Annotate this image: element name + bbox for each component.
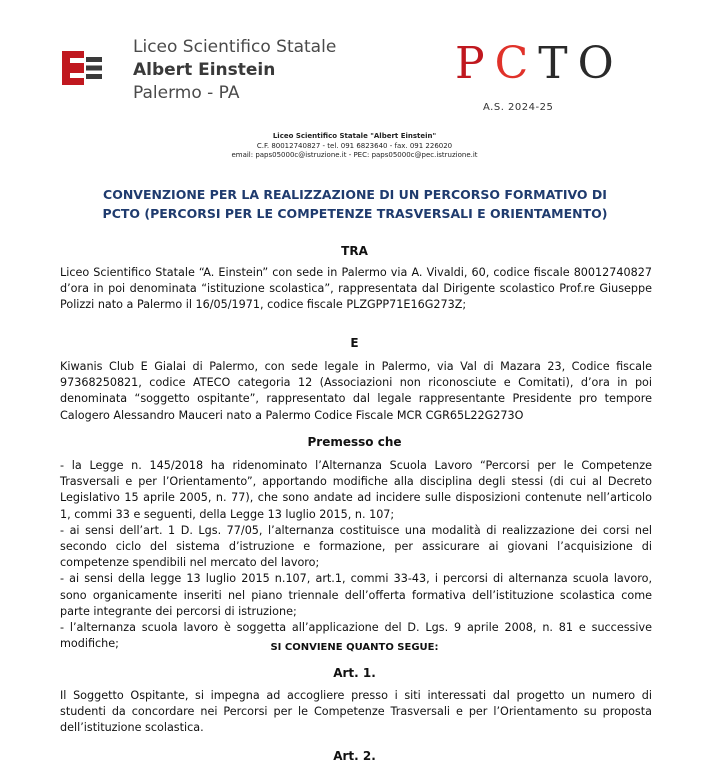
school-logo-icon xyxy=(62,51,102,85)
pcto-letter-p: P xyxy=(455,38,495,89)
document-title-line1: CONVENZIONE PER LA REALIZZAZIONE DI UN PERCORSO FORMATIVO DI xyxy=(103,187,607,202)
heading-tra: TRA xyxy=(341,244,368,258)
school-name-line3: Palermo - PA xyxy=(133,83,240,103)
party2-paragraph xyxy=(60,359,652,424)
pcto-letter-c: C xyxy=(494,38,539,89)
article-1-paragraph xyxy=(60,688,652,737)
document-title-line2: PCTO (PERCORSI PER LE COMPETENZE TRASVERSALI E ORIENTAMENTO) xyxy=(102,206,608,221)
pcto-letter-t: T xyxy=(538,38,578,89)
pcto-letter-o: O xyxy=(577,38,624,89)
school-name-line1: Liceo Scientifico Statale xyxy=(133,37,337,57)
article-1-title: Art. 1. xyxy=(333,666,376,680)
premises-list xyxy=(60,458,652,652)
premise-item: - la Legge n. 145/2018 ha ridenominato l’Alternanza Scuola Lavoro “Percorsi per le Competenze Trasversali e per l’Orientamento”, apportando modifiche alla disciplina degli stessi (di cui al Decreto Legislativo 15 aprile 2005, n. 77), che sono andate ad incidere sulle disposizioni contenute nell’articolo 1, commi 33 e seguenti, della Legge 13 luglio 2015, n. 107; xyxy=(60,459,652,521)
premise-item: - ai sensi della legge 13 luglio 2015 n.107, art.1, commi 33-43, i percorsi di alternanza scuola lavoro, sono organicamente inseriti nel piano triennale dell’offerta formativa dell’istituzione scolastica come parte integrante dei percorsi di istruzione; xyxy=(60,572,652,618)
pcto-logo xyxy=(455,38,624,89)
heading-premesso: Premesso che xyxy=(307,435,402,449)
heading-e: E xyxy=(350,336,359,350)
contact-fiscal-phone: C.F. 80012740827 - tel. 091 6823640 - fax. 091 226020 xyxy=(256,141,453,150)
party2-text: Kiwanis Club E Gialai di Palermo, con sede legale in Palermo, via Val di Mazara 23, Codice fiscale 97368250821, codice ATECO categoria 12 (Associazioni non riconosciute e Comitati), d’ora in poi denominata “soggetto ospitante”, rappresentato dal legale rappresentante Presidente pro tempore Calogero Alessandro Mauceri nato a Palermo Codice Fiscale MCR CGR65L22G273O xyxy=(60,360,652,422)
party1-paragraph xyxy=(60,265,652,314)
heading-si-conviene: SI CONVIENE QUANTO SEGUE: xyxy=(270,642,439,653)
contact-block xyxy=(0,132,709,161)
document-title xyxy=(60,185,650,223)
school-name-block xyxy=(133,36,336,105)
school-name-line2: Albert Einstein xyxy=(133,60,276,80)
article-1-text: Il Soggetto Ospitante, si impegna ad accogliere presso i siti interessati dal progetto un numero di studenti da concordare nei Percorsi per le Competenze Trasversali e per l’Orientamento su proposta dell’istituzione scolastica. xyxy=(60,689,652,735)
premise-item: - l’alternanza scuola lavoro è soggetta all’applicazione del D. Lgs. 9 aprile 2008, n. 81 e successive modifiche; xyxy=(60,621,652,651)
contact-name: Liceo Scientifico Statale "Albert Einstein" xyxy=(272,132,437,140)
article-2-title: Art. 2. xyxy=(333,749,376,763)
contact-email: email: paps05000c@istruzione.it - PEC: paps05000c@pec.istruzione.it xyxy=(231,151,478,159)
premise-item: - ai sensi dell’art. 1 D. Lgs. 77/05, l’alternanza costituisce una modalità di realizzazione dei corsi nel secondo ciclo del sistema d’istruzione e formazione, per assicurare ai giovani l’acquisizione di competenze spendibili nel mercato del lavoro; xyxy=(60,523,652,570)
school-year: A.S. 2024-25 xyxy=(483,102,554,113)
page-header xyxy=(0,0,709,125)
party1-text: Liceo Scientifico Statale “A. Einstein” con sede in Palermo via A. Vivaldi, 60, codice fiscale 80012740827 d’ora in poi denominata “istituzione scolastica”, rappresentata dal Dirigente scolastico Prof.re Giuseppe Polizzi nato a Palermo il 16/05/1971, codice fiscale PLZGPP71E16G273Z; xyxy=(60,266,652,312)
